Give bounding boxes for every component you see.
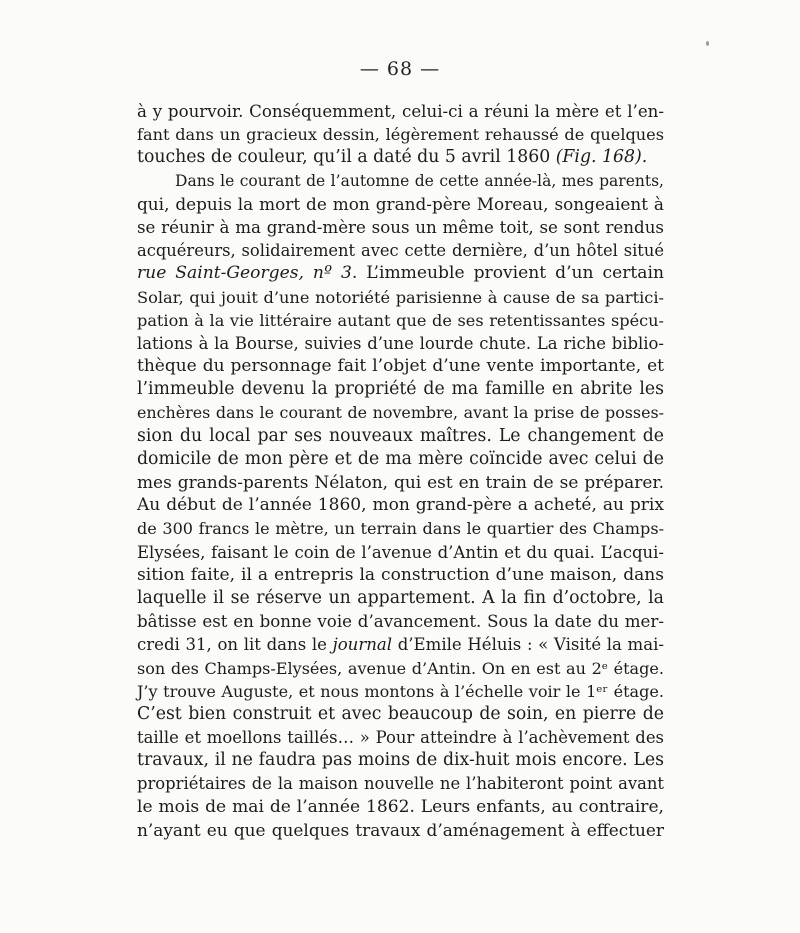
text-run: sition faite, il a entrepris la construction d’une maison, dans <box>137 564 664 585</box>
text-run: son des Champs-Elysées, avenue d’Antin. On en est au 2ᵉ étage. <box>137 658 664 678</box>
text-line <box>137 494 664 517</box>
body-text <box>137 100 664 842</box>
text-line <box>137 587 664 610</box>
text-run: à y pourvoir. Conséquemment, celui-ci a réuni la mère et l’en- <box>137 102 664 121</box>
italic-text: journal <box>332 635 393 655</box>
text-run: acquéreurs, solidairement avec cette dernière, d’un hôtel situé <box>137 241 664 261</box>
text-run: Solar, qui jouit d’une notoriété parisienne à cause de sa partici- <box>137 287 664 307</box>
italic-text: rue Saint-Georges, nº 3 <box>137 263 352 284</box>
text-run: de 300 francs le mètre, un terrain dans le quartier des Champs- <box>137 519 664 539</box>
text-line <box>137 332 664 355</box>
text-run: domicile de mon père et de ma mère coïncide avec celui de <box>137 448 664 469</box>
text-run: thèque du personnage fait l’objet d’une vente importante, et <box>137 356 664 377</box>
text-line <box>137 286 664 309</box>
text-run: Elysées, faisant le coin de l’avenue d’Antin et du quai. L’acqui- <box>137 542 664 562</box>
text-line <box>137 448 664 471</box>
text-line <box>137 541 664 564</box>
text-line <box>137 123 664 146</box>
text-run: bâtisse est en bonne voie d’avancement. Sous la date du mer- <box>137 612 664 632</box>
text-line <box>137 633 664 656</box>
text-run: mes grands-parents Nélaton, qui est en train de se préparer. <box>137 472 664 492</box>
text-line <box>137 749 664 772</box>
text-line <box>137 680 664 703</box>
text-run: propriétaires de la maison nouvelle ne l’habiteront point avant <box>137 774 664 794</box>
text-run: d’Emile Héluis : « Visité la mai- <box>392 635 664 655</box>
text-line <box>137 610 664 633</box>
text-line <box>137 401 664 424</box>
text-run: credi 31, on lit dans le <box>137 635 333 655</box>
text-line <box>137 146 664 169</box>
text-run: l’immeuble devenu la propriété de ma famille en abrite les <box>137 379 664 400</box>
text-run: taille et moellons taillés… » Pour atteindre à l’achèvement des <box>137 728 664 748</box>
text-line <box>137 309 664 332</box>
text-line <box>137 796 664 819</box>
text-line <box>137 100 664 123</box>
text-line <box>137 703 664 726</box>
text-run: Dans le courant de l’automne de cette année-là, mes parents, <box>175 171 664 190</box>
text-line <box>137 262 664 285</box>
text-line <box>137 726 664 749</box>
text-line <box>137 193 664 216</box>
text-run: enchères dans le courant de novembre, avant la prise de posses- <box>137 403 664 423</box>
text-run: qui, depuis la mort de mon grand-père Moreau, songeaient à <box>137 193 664 214</box>
text-run: . L’immeuble provient d’un certain <box>351 263 664 284</box>
text-line <box>137 378 664 401</box>
text-run: sion du local par ses nouveaux maîtres. Le changement de <box>137 425 664 446</box>
text-run: se réunir à ma grand-mère sous un même toit, se sont rendus <box>137 217 664 237</box>
text-line <box>137 819 664 842</box>
text-line <box>137 425 664 448</box>
text-line <box>137 772 664 795</box>
text-run: n’ayant eu que quelques travaux d’aménagement à effectuer <box>137 819 664 840</box>
text-run: touches de couleur, qu’il a daté du 5 avril 1860 <box>137 147 556 168</box>
text-run: pation à la vie littéraire autant que de ses retentissantes spécu- <box>137 310 664 330</box>
text-line <box>137 564 664 587</box>
page-number: — 68 — <box>359 58 441 80</box>
text-run: J’y trouve Auguste, et nous montons à l’échelle voir le 1ᵉʳ étage. <box>137 681 664 701</box>
text-run: lations à la Bourse, suivies d’une lourde chute. La riche biblio- <box>137 333 664 353</box>
italic-text: (Fig. 168). <box>555 147 648 168</box>
text-line <box>137 355 664 378</box>
text-line <box>137 657 664 680</box>
text-run: travaux, il ne faudra pas moins de dix-huit mois encore. Les <box>137 750 664 771</box>
text-run: fant dans un gracieux dessin, légèrement rehaussé de quelques <box>137 125 664 145</box>
paper-speck <box>706 41 709 46</box>
text-run: le mois de mai de l’année 1862. Leurs enfants, au contraire, <box>137 796 664 817</box>
paragraph-first-line <box>137 170 664 193</box>
text-run: C’est bien construit et avec beaucoup de soin, en pierre de <box>137 703 664 724</box>
text-run: laquelle il se réserve un appartement. A la fin d’octobre, la <box>137 587 664 608</box>
text-line <box>137 471 664 494</box>
text-line <box>137 517 664 540</box>
text-line <box>137 216 664 239</box>
text-run: Au début de l’année 1860, mon grand-père a acheté, au prix <box>137 495 664 516</box>
text-line <box>137 239 664 262</box>
